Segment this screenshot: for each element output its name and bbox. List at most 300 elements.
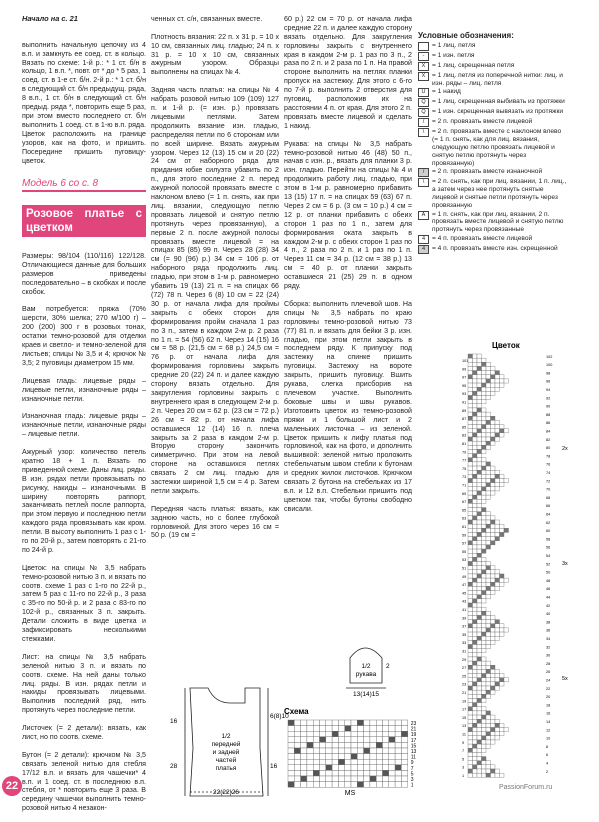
measure-label: 6(8)10 bbox=[270, 713, 289, 720]
legend-item bbox=[418, 42, 568, 51]
chart-cell bbox=[395, 726, 401, 732]
flower-cell bbox=[504, 578, 509, 582]
chart-cell bbox=[351, 731, 357, 737]
flower-cell bbox=[468, 549, 473, 553]
flower-row-number: 9 bbox=[462, 740, 465, 745]
chart-cell bbox=[338, 770, 344, 776]
flower-cell bbox=[495, 669, 500, 673]
chart-cell bbox=[338, 737, 344, 743]
materials-paragraph: Вам потребуется: пряжа (70% шерсти, 30% шелка; 270 м/100 г) – 200 (200) 300 г в розовых тонах, остатки темно-розовой для отделки краев и светло- и темно-зеленой для листьев; спицы № 3,5 и 4; крючок № 3,5; 2 пуговицы диаметром 15 мм. bbox=[22, 305, 146, 367]
chart-cell bbox=[301, 748, 307, 754]
flower-cell bbox=[477, 441, 482, 445]
flower-cell bbox=[477, 549, 482, 553]
flower-cell bbox=[486, 645, 491, 649]
flower-cell bbox=[473, 711, 478, 715]
chart-cell bbox=[338, 748, 344, 754]
pattern-title: Розовое платье с цветком bbox=[22, 205, 146, 237]
flower-cell bbox=[477, 698, 482, 702]
flower-cell bbox=[486, 479, 491, 483]
legend-item bbox=[418, 98, 568, 107]
chart-cell bbox=[357, 737, 363, 743]
flower-cell bbox=[482, 570, 487, 574]
chart-cell bbox=[357, 720, 363, 726]
row-number: 13 bbox=[410, 749, 417, 755]
flower-cell bbox=[482, 723, 487, 727]
flower-cell bbox=[482, 512, 487, 516]
flower-cell bbox=[495, 532, 500, 536]
legend bbox=[418, 32, 568, 255]
flower-cell bbox=[482, 665, 487, 669]
legend-symbol-icon: - bbox=[418, 52, 429, 61]
flower-cell bbox=[491, 732, 496, 736]
flower-cell bbox=[486, 636, 491, 640]
chart-cell bbox=[370, 731, 376, 737]
flower-cell bbox=[491, 425, 496, 429]
flower-cell bbox=[486, 391, 491, 395]
flower-row-number: 55 bbox=[462, 549, 467, 554]
flower-cell bbox=[482, 358, 487, 362]
flower-cell bbox=[486, 387, 491, 391]
chart-cell bbox=[376, 782, 382, 788]
flower-cell bbox=[491, 375, 496, 379]
flower-cell bbox=[495, 769, 500, 773]
flower-cell bbox=[477, 495, 482, 499]
flower-cell bbox=[468, 537, 473, 541]
flower-cell bbox=[468, 408, 473, 412]
flower-cell bbox=[468, 765, 473, 769]
flower-cell bbox=[482, 387, 487, 391]
chart-cell bbox=[345, 737, 351, 743]
chart-cell bbox=[338, 759, 344, 765]
sleeve-half-label: 1/2 рукава bbox=[355, 663, 377, 678]
flower-cell bbox=[468, 690, 473, 694]
flower-cell bbox=[473, 470, 478, 474]
flower-cell bbox=[482, 773, 487, 777]
chart-cell bbox=[320, 765, 326, 771]
measure-label: 16 bbox=[170, 718, 178, 725]
chart-cell bbox=[301, 726, 307, 732]
flower-cell bbox=[477, 387, 482, 391]
flower-cell bbox=[477, 595, 482, 599]
flower-cell bbox=[473, 694, 478, 698]
flower-cell bbox=[495, 578, 500, 582]
chart-cell bbox=[288, 776, 294, 782]
flower-cell bbox=[468, 686, 473, 690]
flower-cell bbox=[477, 416, 482, 420]
model-label: Модель 6 со с. 8 bbox=[22, 180, 146, 192]
flower-cell bbox=[482, 520, 487, 524]
chart-cell bbox=[332, 765, 338, 771]
flower-chart-title: Цветок bbox=[492, 341, 520, 350]
flower-cell bbox=[477, 379, 482, 383]
flower-cell bbox=[495, 570, 500, 574]
flower-row-number: 22 bbox=[546, 686, 551, 691]
flower-cell bbox=[473, 628, 478, 632]
flower-cell bbox=[482, 491, 487, 495]
flower-cell bbox=[468, 682, 473, 686]
flower-cell bbox=[468, 454, 473, 458]
flower-cell bbox=[486, 728, 491, 732]
flower-cell bbox=[468, 433, 473, 437]
flower-cell bbox=[468, 470, 473, 474]
flower-cell bbox=[486, 445, 491, 449]
chart-cell bbox=[401, 720, 407, 726]
flower-cell bbox=[473, 404, 478, 408]
flower-cell bbox=[477, 665, 482, 669]
flower-row-number: 7 bbox=[462, 749, 465, 754]
flower-cell bbox=[473, 728, 478, 732]
lace-chart bbox=[284, 706, 434, 796]
chart-cell bbox=[345, 742, 351, 748]
text-column-2 bbox=[151, 6, 279, 549]
legend-item bbox=[418, 128, 568, 167]
flower-cell bbox=[486, 632, 491, 636]
chart-cell bbox=[307, 720, 313, 726]
density-paragraph: Плотность вязания: 22 п. х 31 р. = 10 х 10 см, связанных лиц. гладью; 24 п. х 31 р. = 10 х 10 см, связанных ажурным узором. Образцы выполнены на спицах № 4. bbox=[151, 32, 279, 77]
flower-cell bbox=[473, 707, 478, 711]
chart-cell bbox=[313, 776, 319, 782]
chart-cell bbox=[320, 737, 326, 743]
flower-cell bbox=[482, 371, 487, 375]
flower-cell bbox=[468, 703, 473, 707]
flower-cell bbox=[491, 665, 496, 669]
chart-cell bbox=[351, 765, 357, 771]
flower-row-number: 85 bbox=[462, 425, 467, 430]
chart-cell bbox=[351, 759, 357, 765]
flower-cell bbox=[473, 545, 478, 549]
legend-item bbox=[418, 211, 568, 234]
flower-cell bbox=[482, 698, 487, 702]
flower-cell bbox=[486, 412, 491, 416]
flower-cell bbox=[495, 375, 500, 379]
flower-row-number: 18 bbox=[546, 703, 551, 708]
flower-cell bbox=[482, 719, 487, 723]
flower-cell bbox=[500, 375, 505, 379]
chart-cell bbox=[332, 759, 338, 765]
flower-cell bbox=[468, 603, 473, 607]
flower-cell bbox=[477, 653, 482, 657]
flower-cell bbox=[468, 649, 473, 653]
flower-cell bbox=[482, 645, 487, 649]
legend-list bbox=[418, 42, 568, 254]
flower-cell bbox=[491, 470, 496, 474]
flower-cell bbox=[468, 425, 473, 429]
flower-row-number: 86 bbox=[546, 421, 551, 426]
flower-cell bbox=[482, 765, 487, 769]
flower-cell bbox=[468, 769, 473, 773]
flower-cell bbox=[486, 582, 491, 586]
flower-cell bbox=[482, 441, 487, 445]
flower-cell bbox=[495, 487, 500, 491]
flower-cell bbox=[468, 728, 473, 732]
flower-cell bbox=[495, 429, 500, 433]
chart-cell bbox=[401, 770, 407, 776]
flower-cell bbox=[486, 628, 491, 632]
flower-cell bbox=[473, 396, 478, 400]
flower-cell bbox=[473, 773, 478, 777]
legend-symbol-icon: \ bbox=[418, 178, 429, 187]
flower-row-number: 3 bbox=[462, 765, 465, 770]
chart-cell bbox=[301, 759, 307, 765]
flower-cell bbox=[495, 437, 500, 441]
flower-cell bbox=[482, 769, 487, 773]
flower-cell bbox=[477, 736, 482, 740]
flower-cell bbox=[473, 744, 478, 748]
flower-cell bbox=[473, 416, 478, 420]
flower-cell bbox=[473, 420, 478, 424]
chart-cell bbox=[357, 770, 363, 776]
flower-cell bbox=[491, 682, 496, 686]
flower-cell bbox=[468, 698, 473, 702]
flower-cell bbox=[473, 532, 478, 536]
flower-cell bbox=[468, 611, 473, 615]
legend-item bbox=[418, 108, 568, 117]
flower-cell bbox=[477, 429, 482, 433]
flower-cell bbox=[473, 541, 478, 545]
flower-cell bbox=[491, 582, 496, 586]
flower-row-number: 64 bbox=[546, 512, 551, 517]
chart-cell bbox=[313, 742, 319, 748]
flower-cell bbox=[477, 487, 482, 491]
flower-cell bbox=[486, 566, 491, 570]
flower-cell bbox=[477, 371, 482, 375]
legend-symbol-icon: A bbox=[418, 211, 429, 220]
flower-cell bbox=[482, 429, 487, 433]
flower-cell bbox=[486, 773, 491, 777]
flower-cell bbox=[477, 765, 482, 769]
flower-cell bbox=[491, 773, 496, 777]
chart-cell bbox=[395, 731, 401, 737]
flower-cell bbox=[473, 520, 478, 524]
chart-cell bbox=[401, 782, 407, 788]
chart-cell bbox=[288, 720, 294, 726]
flower-cell bbox=[482, 408, 487, 412]
flower-cell bbox=[473, 732, 478, 736]
flower-cell bbox=[482, 541, 487, 545]
flower-cell bbox=[468, 354, 473, 358]
flower-cell bbox=[486, 694, 491, 698]
chart-cell bbox=[307, 737, 313, 743]
flower-row-number: 72 bbox=[546, 479, 551, 484]
flower-cell bbox=[486, 416, 491, 420]
back-half-label: 1/2 передней и задней частей платья bbox=[211, 733, 241, 772]
chart-cell bbox=[320, 782, 326, 788]
chart-cell bbox=[351, 776, 357, 782]
chart-cell bbox=[364, 782, 370, 788]
flower-cell bbox=[500, 773, 505, 777]
stockinette-paragraph: Лицевая гладь: лицевые ряды – лицевые петли, изнаночные ряды – изнаночные петли. bbox=[22, 376, 146, 403]
flower-cell bbox=[468, 595, 473, 599]
chart-cell bbox=[389, 770, 395, 776]
flower-row-number: 68 bbox=[546, 495, 551, 500]
flower-cell bbox=[482, 466, 487, 470]
chart-cell bbox=[370, 720, 376, 726]
flower-cell bbox=[473, 371, 478, 375]
flower-cell bbox=[477, 516, 482, 520]
flower-cell bbox=[486, 562, 491, 566]
flower-cell bbox=[486, 669, 491, 673]
legend-text: = 1 п. снять, как при лиц. вязании, 2 п. провязать вместе лицевой и снятую петлю протянуть через провязанные bbox=[432, 210, 564, 234]
flower-cell bbox=[473, 674, 478, 678]
flower-cell bbox=[473, 491, 478, 495]
flower-cell bbox=[482, 707, 487, 711]
flower-cell bbox=[491, 586, 496, 590]
flower-cell bbox=[477, 732, 482, 736]
chart-cell bbox=[401, 754, 407, 760]
flower-row-number: 1 bbox=[462, 773, 465, 778]
flower-cell bbox=[477, 479, 482, 483]
flower-cell bbox=[495, 420, 500, 424]
flower-cell bbox=[477, 391, 482, 395]
flower-cell bbox=[482, 740, 487, 744]
flower-cell bbox=[477, 661, 482, 665]
legend-symbol-icon: Q bbox=[418, 108, 429, 117]
flower-row-number: 59 bbox=[462, 533, 467, 538]
flower-cell bbox=[473, 487, 478, 491]
chart-cell bbox=[301, 720, 307, 726]
flower-cell bbox=[491, 528, 496, 532]
chart-cell bbox=[320, 776, 326, 782]
flower-cell bbox=[477, 669, 482, 673]
flower-cell bbox=[473, 383, 478, 387]
flower-cell bbox=[473, 752, 478, 756]
chart-cell bbox=[313, 731, 319, 737]
flower-cell bbox=[495, 574, 500, 578]
flower-cell bbox=[486, 495, 491, 499]
chart-cell bbox=[301, 770, 307, 776]
flower-row-number: 32 bbox=[546, 645, 551, 650]
flower-cell bbox=[482, 682, 487, 686]
legend-symbol-icon: 4 bbox=[418, 245, 429, 254]
flower-cell bbox=[482, 761, 487, 765]
flower-row-number: 14 bbox=[546, 720, 551, 724]
flower-cell bbox=[468, 445, 473, 449]
chart-cell bbox=[376, 765, 382, 771]
flower-cell bbox=[491, 483, 496, 487]
flower-cell bbox=[491, 728, 496, 732]
flower-cell bbox=[477, 562, 482, 566]
chart-cell bbox=[370, 742, 376, 748]
flower-cell bbox=[491, 765, 496, 769]
chart-cell bbox=[383, 748, 389, 754]
chart-cell bbox=[338, 782, 344, 788]
flower-cell bbox=[468, 661, 473, 665]
flower-cell bbox=[473, 537, 478, 541]
flower-cell bbox=[473, 690, 478, 694]
flower-row-number: 2 bbox=[546, 769, 549, 774]
flower-cell bbox=[486, 723, 491, 727]
flower-cell bbox=[486, 740, 491, 744]
flower-cell bbox=[482, 458, 487, 462]
chart-cell bbox=[320, 731, 326, 737]
flower-cell bbox=[473, 669, 478, 673]
flower-cell bbox=[500, 383, 505, 387]
flower-cell bbox=[477, 566, 482, 570]
flower-row-number: 6 bbox=[546, 753, 549, 758]
flower-cell bbox=[477, 632, 482, 636]
flower-cell bbox=[504, 429, 509, 433]
flower-cell bbox=[495, 624, 500, 628]
flower-row-number: 42 bbox=[546, 603, 551, 608]
flower-cell bbox=[486, 429, 491, 433]
flower-row-number: 74 bbox=[546, 471, 551, 475]
chart-cell bbox=[389, 737, 395, 743]
flower-cell bbox=[491, 416, 496, 420]
flower-cell bbox=[477, 645, 482, 649]
flower-cell bbox=[482, 425, 487, 429]
flower-cell bbox=[486, 591, 491, 595]
flower-cell bbox=[482, 396, 487, 400]
assembly-paragraph: Сборка: выполнить плечевой шов. На спицы № 3,5 набрать по краю горловины темно-розовой нитью 73 (77) 81 п. и вязать для бейки 3 р. изн. гладью, при этом петли закрыть в последнем ряду. К припуску под застежку на спинке пришить пуговицы. Застежку на вороте закрыть, пришить пуговицу. Вшить рукава, слегка присборив на плечевом участке. Выполнить боковые швы и швы рукавов. Изготовить цветок из темно-розовой пряжи и 1 большой лист и 2 маленьких листочка – из зеленой. Цветок пришить к лифу платья под горловиной, как на фото, и дополнить вышивкой: зеленой нитью проложить стебельчатым швом стебли к бутонам и средних жилок листочков. Крючком связать 2 бутона на стебельках из 17 в.п. и 12 в.п. Стебельки пришить под цветком так, чтобы бутоны свободно свисали. bbox=[284, 299, 412, 513]
flower-cell bbox=[486, 674, 491, 678]
chart-cell bbox=[320, 770, 326, 776]
flower-cell bbox=[482, 433, 487, 437]
flower-cell bbox=[468, 396, 473, 400]
flower-cell bbox=[477, 383, 482, 387]
chart-cell bbox=[288, 748, 294, 754]
flower-cell bbox=[468, 416, 473, 420]
flower-cell bbox=[500, 582, 505, 586]
flower-row-number: 46 bbox=[546, 587, 551, 592]
chart-cell bbox=[320, 754, 326, 760]
flower-cell bbox=[468, 773, 473, 777]
flower-cell bbox=[473, 607, 478, 611]
flower-cell bbox=[482, 595, 487, 599]
chart-cell bbox=[357, 726, 363, 732]
flower-cell bbox=[473, 703, 478, 707]
flower-cell bbox=[486, 366, 491, 370]
flower-cell bbox=[482, 537, 487, 541]
flower-cell bbox=[495, 387, 500, 391]
flower-cell bbox=[482, 678, 487, 682]
flower-cell bbox=[473, 765, 478, 769]
flower-cell bbox=[495, 520, 500, 524]
row-number: 5 bbox=[410, 771, 414, 778]
chart-cell bbox=[370, 754, 376, 760]
flower-cell bbox=[500, 732, 505, 736]
flower-cell bbox=[468, 516, 473, 520]
flower-cell bbox=[482, 437, 487, 441]
chart-cell bbox=[332, 748, 338, 754]
legend-text: = 4 п. провязать вместе лицевой bbox=[432, 234, 533, 242]
flower-cell bbox=[482, 686, 487, 690]
flower-row-number: 81 bbox=[462, 441, 467, 446]
flower-cell bbox=[468, 495, 473, 499]
flower-row-number: 43 bbox=[462, 599, 467, 604]
chart-cell bbox=[326, 731, 332, 737]
flower-cell bbox=[482, 611, 487, 615]
flower-row-number: 63 bbox=[462, 516, 467, 521]
chart-cell bbox=[351, 782, 357, 788]
flower-row-number: 67 bbox=[462, 500, 467, 505]
flower-cell bbox=[495, 620, 500, 624]
flower-cell bbox=[500, 728, 505, 732]
flower-cell bbox=[468, 744, 473, 748]
chart-cell bbox=[345, 720, 351, 726]
flower-cell bbox=[495, 773, 500, 777]
chart-cell bbox=[307, 742, 313, 748]
chart-cell bbox=[395, 759, 401, 765]
flower-cell bbox=[491, 366, 496, 370]
flower-cell bbox=[482, 657, 487, 661]
flower-cell bbox=[468, 582, 473, 586]
flower-cell bbox=[473, 483, 478, 487]
flower-cell bbox=[486, 686, 491, 690]
flower-cell bbox=[473, 466, 478, 470]
flower-cell bbox=[468, 474, 473, 478]
flower-row-number: 89 bbox=[462, 408, 467, 413]
flower-cell bbox=[468, 458, 473, 462]
